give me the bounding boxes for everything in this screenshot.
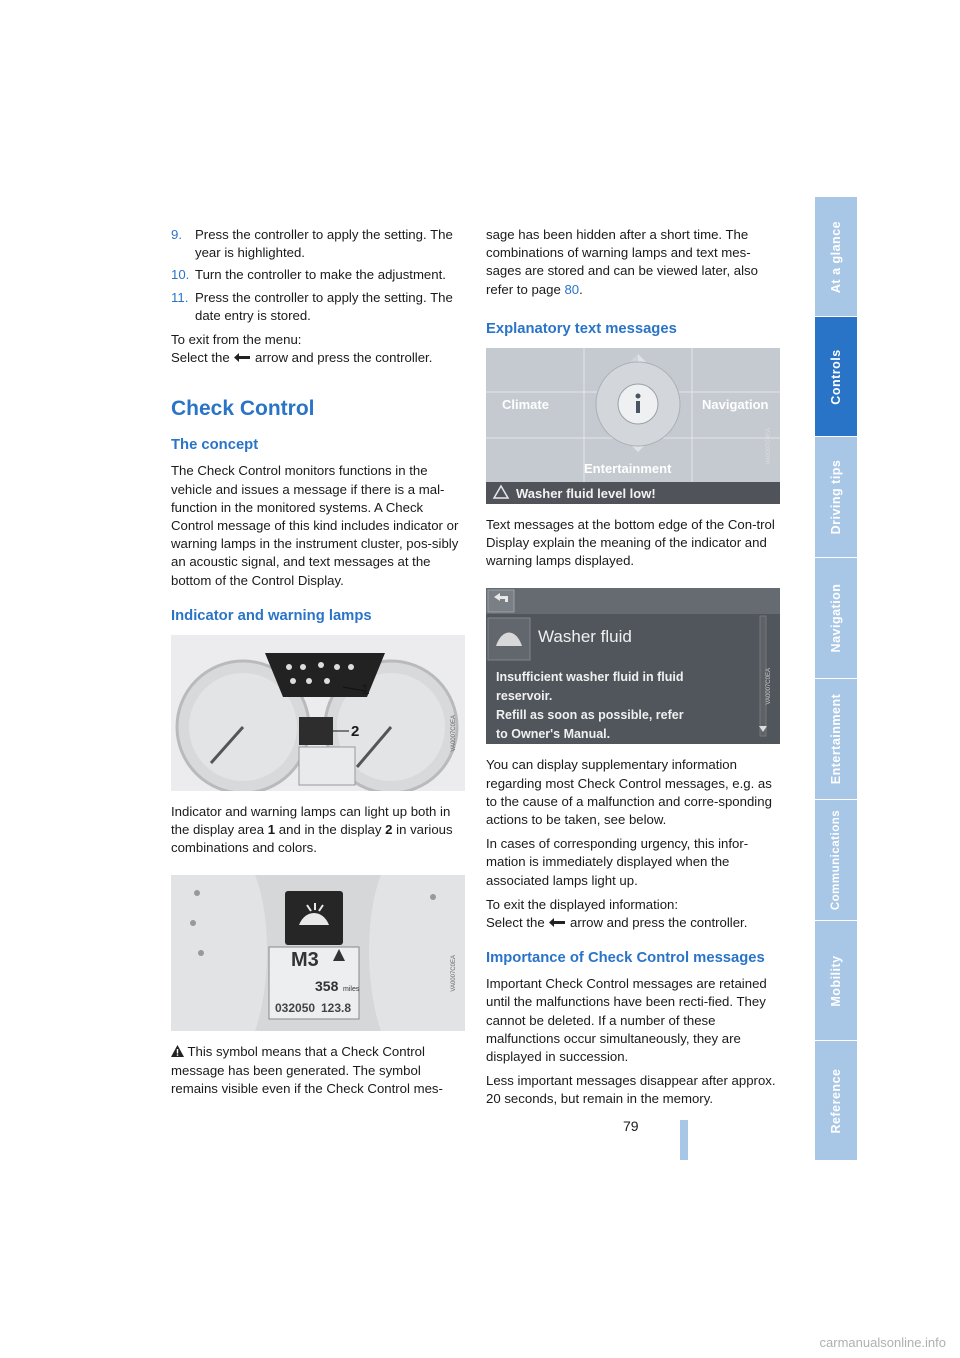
tab-navigation[interactable] (815, 558, 857, 679)
tab-label: Communications (830, 809, 842, 911)
screen-line: Insufficient washer fluid in fluid (496, 670, 684, 685)
figure-code: VA0007C0EA (765, 427, 772, 465)
menu-caption: Text messages at the bottom edge of the Con-trol Display explain the meaning of the indicator and warning lamps displayed. (486, 516, 775, 569)
continued-text: sage has been hidden after a short time. The combinations of warning lamps and text mes-sages are stored and can be viewed later, also refer to page 80. (486, 227, 758, 297)
symbol-text (171, 1043, 465, 1098)
supplementary-text: You can display supplementary information regarding most Check Control messages, e.g. as to the cause of a malfunction and corre-sponding actions to be taken, see below. (486, 757, 772, 828)
step-number: 10. (171, 267, 190, 283)
range-unit: miles (343, 986, 360, 994)
watermark: carmanualsonline.info (819, 1335, 946, 1350)
urgency-text: In cases of corresponding urgency, this infor-mation is immediately displayed when the associated lamps light up. (486, 836, 749, 888)
lamps-text-a: Indicator and warning lamps can light up both in the display area (171, 803, 451, 838)
tab-label: Entertainment (829, 693, 843, 785)
tab-label: Driving tips (829, 459, 843, 535)
step-10 (171, 266, 465, 284)
page-reference-link[interactable]: 80 (564, 281, 580, 297)
lamps-ref-2: 2 (385, 822, 393, 838)
step-text: Press the controller to apply the setting. The date entry is stored. (195, 289, 453, 323)
tab-label: Reference (829, 1068, 843, 1133)
heading-concept: The concept (171, 437, 259, 454)
screen-line: Refill as soon as possible, refer (496, 708, 684, 723)
figure-code: VA0007C0EA (450, 714, 457, 752)
menu-item-navigation: Navigation (702, 396, 769, 412)
tab-label: Navigation (829, 583, 843, 653)
exit-rest: arrow and press the controller. (570, 915, 748, 931)
right-column (486, 226, 780, 1115)
tab-label: Mobility (829, 954, 843, 1007)
menu-item-entertainment: Entertainment (584, 460, 672, 476)
washer-fluid-screen-figure (486, 588, 780, 744)
back-arrow-icon (548, 917, 566, 928)
step-text: Press the controller to apply the setting. The year is highlighted. (195, 227, 453, 261)
model-label: M3 (291, 949, 319, 972)
exit-line: To exit from the menu: (171, 332, 302, 348)
control-display-menu-figure (486, 348, 780, 504)
step-text: Turn the controller to make the adjustment. (195, 267, 446, 283)
instrument-cluster-figure (171, 635, 465, 791)
screen-title: Washer fluid (538, 627, 632, 647)
left-column (171, 226, 465, 1104)
screen-line: reservoir. (496, 689, 553, 704)
warning-triangle-icon (171, 1045, 184, 1057)
odometer: 032050 (275, 1001, 316, 1016)
callout-2: 2 (351, 722, 360, 740)
step-11 (171, 289, 465, 325)
heading-lamps: Indicator and warning lamps (171, 607, 372, 624)
tab-entertainment[interactable] (815, 679, 857, 800)
exit-select: Select the (171, 350, 230, 366)
lamps-ref-1: 1 (267, 822, 276, 838)
menu-illustration (486, 348, 780, 504)
screen-message (496, 668, 684, 744)
exit-select: Select the (486, 915, 545, 931)
step-number: 11. (171, 289, 189, 305)
callout-1: 1 (361, 680, 370, 698)
tab-driving-tips[interactable] (815, 437, 857, 558)
important-text: Important Check Control messages are retained until the malfunctions have been recti-fied. They cannot be deleted. If a number of these malfunctions occur simultaneously, they are displayed in succession. (486, 976, 767, 1065)
lamps-text-c: in various combinations and colors. (171, 822, 453, 856)
section-sidebar (815, 197, 857, 1160)
page-number: 79 (623, 1118, 639, 1134)
heading-explanatory: Explanatory text messages (486, 320, 677, 337)
page-marker-bar (680, 1120, 688, 1160)
menu-warning-text: Washer fluid level low! (516, 485, 656, 501)
tab-label: Controls (829, 348, 843, 405)
menu-item-climate: Climate (502, 396, 549, 412)
heading-check-control: Check Control (171, 397, 315, 421)
less-important-text: Less important messages disappear after approx. 20 seconds, but remain in the memory. (486, 1073, 776, 1107)
lamps-text-b: and in the display (278, 822, 382, 838)
exit-rest: arrow and press the controller. (255, 350, 433, 366)
figure-code: VA0007C0EA (450, 955, 457, 993)
range-value: 358 (315, 978, 339, 995)
warning-closeup-figure (171, 875, 465, 1031)
heading-importance: Importance of Check Control messages (486, 950, 765, 967)
screen-line: to Owner's Manual. (496, 727, 611, 742)
figure-code: VA0007C0EA (765, 668, 772, 706)
exit-instruction (171, 331, 465, 367)
tab-reference[interactable] (815, 1041, 857, 1161)
trip-meter: 123.8 (321, 1001, 352, 1016)
tab-communications[interactable] (815, 800, 857, 921)
exit-info-instruction (486, 896, 780, 932)
tab-mobility[interactable] (815, 921, 857, 1041)
lamps-text (171, 803, 465, 858)
exit-line: To exit the displayed information: (486, 896, 679, 912)
tab-at-a-glance[interactable] (815, 197, 857, 317)
symbol-text-body: This symbol means that a Check Control message has been generated. The symbol remains visible even if the Check Control mes- (171, 1044, 443, 1096)
tab-label: At a glance (829, 220, 843, 293)
step-9 (171, 226, 465, 262)
cluster-illustration (171, 635, 465, 791)
step-number: 9. (171, 227, 182, 242)
concept-text: The Check Control monitors functions in the vehicle and issues a message if there is a mal-function in the monitored systems. A Check Control message of this kind includes indicator or warning lamps in the instrument cluster, pos-sibly an acoustic signal, and text messages at the bottom of the Control Display. (171, 463, 459, 588)
tab-controls[interactable] (815, 317, 857, 437)
continued-text-body: sage has been hidden after a short time. The combinations of warning lamps and text mes-sages are stored and can be viewed later, also refer to page (486, 227, 758, 297)
back-arrow-icon (233, 352, 251, 363)
